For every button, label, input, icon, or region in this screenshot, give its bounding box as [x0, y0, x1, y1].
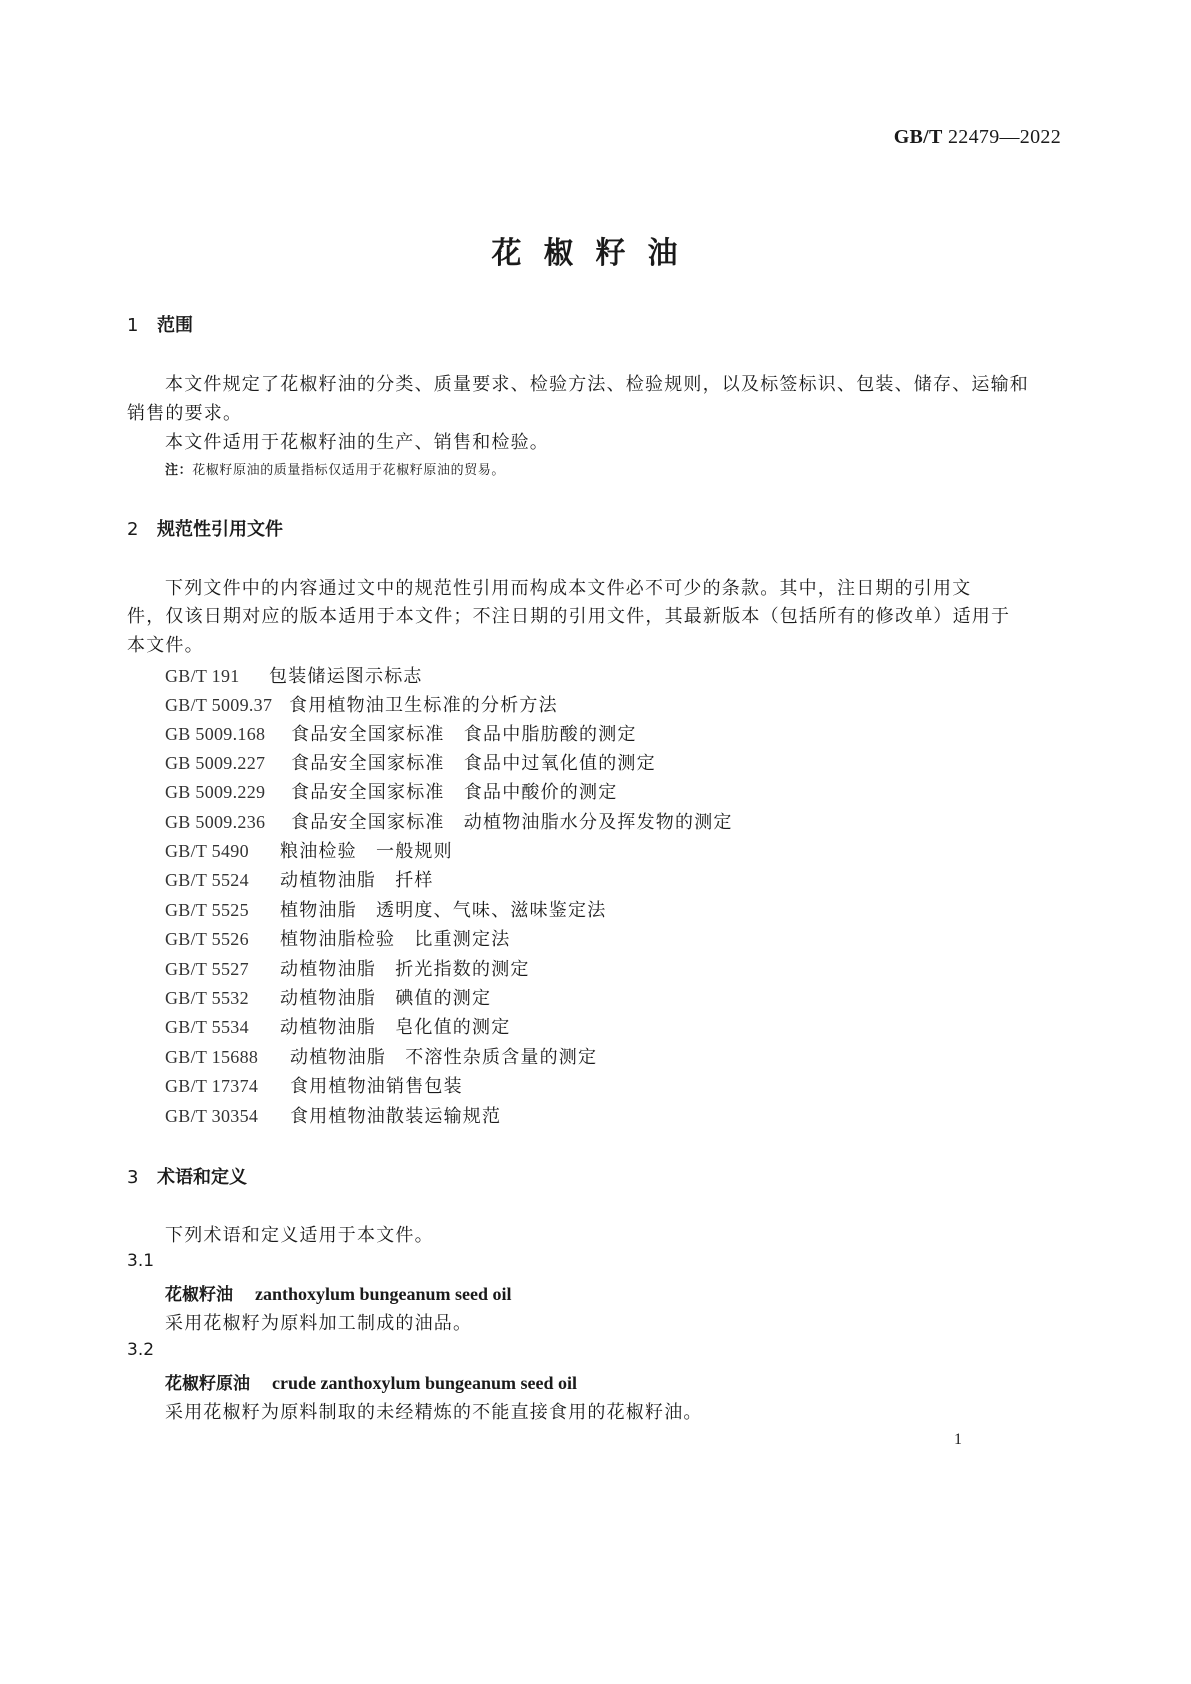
reference-title: 植物油脂 透明度、气味、滋味鉴定法	[280, 900, 607, 921]
reference-item	[165, 1043, 597, 1069]
section-heading-normative-references	[127, 515, 283, 541]
term-english: zanthoxylum bungeanum seed oil	[255, 1284, 512, 1304]
term-english: crude zanthoxylum bungeanum seed oil	[272, 1373, 578, 1393]
reference-code: GB 5009.227	[165, 753, 266, 773]
section-heading-scope	[127, 311, 193, 337]
reference-code: GB 5009.168	[165, 724, 266, 744]
reference-code: GB/T 5524	[165, 870, 249, 890]
normative-intro-line-3: 本文件。	[127, 635, 204, 656]
reference-title: 食用植物油销售包装	[290, 1076, 463, 1097]
reference-title: 动植物油脂 不溶性杂质含量的测定	[290, 1047, 598, 1068]
term-number: 3.1	[127, 1251, 155, 1271]
page-title: 花椒籽油	[491, 236, 700, 271]
reference-item	[165, 1072, 463, 1098]
reference-code: GB/T 5525	[165, 900, 249, 920]
reference-title: 食品安全国家标准 食品中酸价的测定	[291, 782, 618, 803]
term-definition: 采用花椒籽为原料加工制成的油品。	[165, 1313, 473, 1334]
section-number: 2	[127, 519, 139, 540]
section-number: 1	[127, 315, 139, 336]
reference-code: GB/T 5009.37	[165, 695, 273, 715]
reference-item	[165, 925, 510, 951]
reference-item	[165, 720, 637, 746]
term-number: 3.2	[127, 1340, 155, 1360]
reference-item	[165, 837, 453, 863]
scope-note	[165, 459, 505, 478]
page-number: 1	[954, 1431, 962, 1448]
standard-number: 22479—2022	[948, 126, 1061, 148]
reference-code: GB 5009.236	[165, 812, 266, 832]
reference-item	[165, 1102, 501, 1128]
reference-code: GB/T 5527	[165, 959, 249, 979]
term-chinese: 花椒籽油	[165, 1285, 233, 1305]
reference-code: GB/T 15688	[165, 1047, 259, 1067]
reference-code: GB/T 30354	[165, 1106, 259, 1126]
reference-item	[165, 866, 434, 892]
standard-prefix: GB/T	[893, 126, 943, 148]
reference-title: 食品安全国家标准 食品中过氧化值的测定	[291, 753, 656, 774]
reference-item	[165, 808, 733, 834]
reference-title: 动植物油脂 折光指数的测定	[280, 959, 530, 980]
reference-title: 粮油检验 一般规则	[280, 841, 453, 862]
term-heading	[165, 1369, 577, 1394]
reference-code: GB/T 5490	[165, 841, 249, 861]
reference-title: 植物油脂检验 比重测定法	[280, 929, 511, 950]
section-title: 术语和定义	[157, 1167, 247, 1188]
reference-title: 包装储运图示标志	[269, 666, 423, 687]
section-number: 3	[127, 1167, 139, 1188]
reference-title: 动植物油脂 碘值的测定	[280, 988, 492, 1009]
reference-code: GB/T 191	[165, 666, 240, 686]
reference-item	[165, 955, 530, 981]
reference-item	[165, 778, 617, 804]
terms-intro: 下列术语和定义适用于本文件。	[165, 1225, 434, 1246]
section-title: 范围	[157, 315, 193, 336]
reference-code: GB/T 17374	[165, 1076, 259, 1096]
section-heading-terms-definitions	[127, 1163, 247, 1189]
reference-item	[165, 984, 491, 1010]
normative-intro-line-2: 件，仅该日期对应的版本适用于本文件；不注日期的引用文件，其最新版本（包括所有的修改单）适用于	[127, 606, 1011, 627]
reference-title: 食品安全国家标准 食品中脂肪酸的测定	[291, 724, 637, 745]
reference-item	[165, 749, 656, 775]
reference-title: 动植物油脂 皂化值的测定	[280, 1017, 511, 1038]
term-chinese: 花椒籽原油	[165, 1374, 250, 1394]
reference-code: GB/T 5526	[165, 929, 249, 949]
reference-code: GB/T 5534	[165, 1017, 249, 1037]
standard-code	[894, 126, 1061, 149]
reference-title: 动植物油脂 扦样	[280, 870, 434, 891]
reference-item	[165, 1013, 510, 1039]
section-title: 规范性引用文件	[157, 519, 283, 540]
note-text: 花椒籽原油的质量指标仅适用于花椒籽原油的贸易。	[192, 463, 506, 478]
reference-item	[165, 896, 606, 922]
reference-title: 食用植物油散装运输规范	[290, 1106, 502, 1127]
scope-paragraph-1-line-2: 销售的要求。	[127, 403, 243, 424]
reference-item	[165, 691, 558, 717]
note-label: 注：	[165, 463, 193, 478]
reference-code: GB 5009.229	[165, 782, 266, 802]
normative-intro-line-1: 下列文件中的内容通过文中的规范性引用而构成本文件必不可少的条款。其中，注日期的引用文	[165, 578, 972, 599]
reference-item	[165, 662, 423, 688]
scope-paragraph-1-line-1: 本文件规定了花椒籽油的分类、质量要求、检验方法、检验规则，以及标签标识、包装、储存、运输和	[165, 374, 1029, 395]
reference-title: 食品安全国家标准 动植物油脂水分及挥发物的测定	[291, 812, 733, 833]
reference-title: 食用植物油卫生标准的分析方法	[289, 695, 558, 716]
term-definition: 采用花椒籽为原料制取的未经精炼的不能直接食用的花椒籽油。	[165, 1402, 703, 1423]
term-heading	[165, 1280, 512, 1305]
scope-paragraph-2: 本文件适用于花椒籽油的生产、销售和检验。	[165, 432, 549, 453]
reference-code: GB/T 5532	[165, 988, 249, 1008]
